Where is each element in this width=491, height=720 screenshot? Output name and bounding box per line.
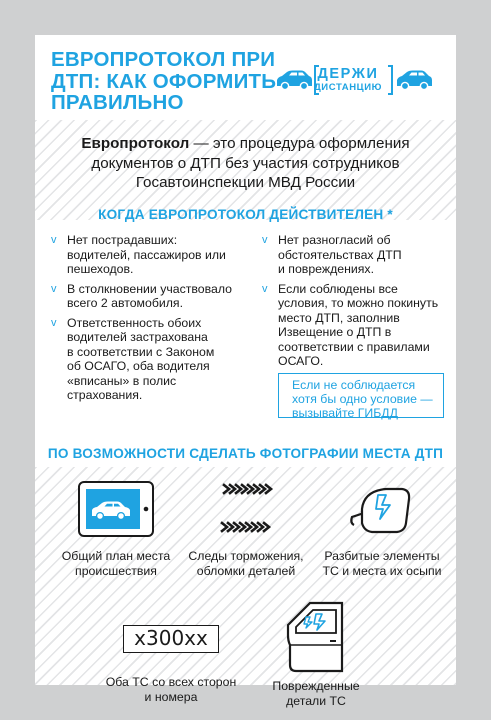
condition-line: в соответствии с Законом <box>67 344 215 359</box>
condition-item <box>45 282 255 311</box>
condition-line: Ответственность обоих <box>67 315 202 330</box>
check-mark-icon: v <box>51 316 57 329</box>
logo <box>275 62 445 98</box>
condition-line: ОСАГО. <box>278 354 324 368</box>
title-line: ПРАВИЛЬНО <box>51 91 184 114</box>
condition-line: об ОСАГО, оба водителя <box>67 359 210 373</box>
photo-caption: детали ТС <box>286 693 346 708</box>
condition-line: Если соблюдены все <box>278 281 398 296</box>
check-mark-icon: v <box>262 282 268 295</box>
logo-line-1: ДЕРЖИ <box>317 66 379 82</box>
definition-line: документов о ДТП без участия сотрудников <box>91 154 400 172</box>
broken-mirror-icon <box>342 479 422 539</box>
title-line: ДТП: КАК ОФОРМИТЬ <box>51 69 277 93</box>
title-line: ЕВРОПРОТОКОЛ ПРИ <box>51 48 276 71</box>
condition-item <box>256 233 451 277</box>
condition-line: обстоятельствах ДТП <box>278 247 402 262</box>
conditions-heading: КОГДА ЕВРОПРОТОКОЛ ДЕЙСТВИТЕЛЕН * <box>98 207 393 222</box>
condition-item <box>256 282 451 369</box>
condition-line: соответствии с правилами <box>278 339 430 354</box>
condition-line: всего 2 автомобиля. <box>67 296 183 310</box>
page-title <box>51 49 281 114</box>
condition-line: пешеходов. <box>67 262 134 276</box>
photo-caption: Следы торможения, <box>188 549 304 563</box>
condition-line: Нет разногласий об <box>278 233 391 247</box>
header <box>35 35 456 120</box>
condition-line: «вписаны» в полис <box>67 373 177 388</box>
photo-tip-overall <box>51 479 181 578</box>
skid-marks-icon <box>206 479 286 539</box>
warning-box <box>278 373 444 418</box>
condition-line: водителей, пассажиров или <box>67 247 226 262</box>
condition-line: и повреждениях. <box>278 262 374 276</box>
photo-caption: и номера <box>144 689 198 704</box>
definition-line: — это процедура оформления <box>189 135 410 152</box>
photo-caption: обломки деталей <box>196 563 296 578</box>
license-plate-icon: x300xx <box>123 625 219 653</box>
photo-caption: Оба ТС со всех сторон <box>105 675 237 689</box>
definition-term: Европротокол <box>81 135 190 152</box>
conditions-right-column <box>256 233 451 374</box>
warning-line: вызывайте ГИБДД <box>292 406 398 420</box>
damaged-door-icon <box>276 595 356 677</box>
condition-line: В столкновении участвовало <box>67 281 232 296</box>
logo-line-2: ДИСТАНЦИЮ <box>313 82 383 93</box>
condition-item <box>45 233 255 277</box>
condition-line: место ДТП, заполнив <box>278 310 400 325</box>
condition-line: страхования. <box>67 388 143 402</box>
photo-tip-broken-parts <box>311 479 453 578</box>
condition-line: Нет пострадавших: <box>67 233 178 247</box>
photo-caption: ТС и места их осыпи <box>322 563 442 578</box>
definition-line: Госавтоинспекции МВД России <box>135 174 356 191</box>
conditions-left-column <box>45 233 255 408</box>
photo-caption: Поврежденные <box>272 679 360 693</box>
check-mark-icon: v <box>51 282 57 295</box>
photo-caption: происшествия <box>75 563 157 578</box>
photos-block <box>35 467 456 708</box>
logo-text <box>313 67 383 93</box>
condition-line: водителей застрахована <box>67 330 208 344</box>
phone-camera-icon <box>76 479 156 539</box>
photo-tip-damaged-parts <box>251 595 381 708</box>
check-mark-icon: v <box>51 234 57 246</box>
condition-item <box>45 316 255 403</box>
photo-caption: Общий план места <box>61 549 171 563</box>
condition-line: условия, то можно покинуть <box>278 296 439 310</box>
warning-line: хотя бы одно условие — <box>292 392 433 406</box>
photos-heading: ПО ВОЗМОЖНОСТИ СДЕЛАТЬ ФОТОГРАФИИ МЕСТА ДТП <box>47 446 444 461</box>
infographic-card <box>35 35 456 708</box>
photo-tip-all-sides <box>91 595 251 704</box>
definition-text <box>55 134 436 193</box>
warning-line: Если не соблюдается <box>292 378 416 392</box>
check-mark-icon: v <box>262 234 268 246</box>
definition-block <box>35 120 456 220</box>
condition-line: Извещение о ДТП в <box>278 325 392 339</box>
photo-caption: Разбитые элементы <box>324 549 440 563</box>
photo-tip-skid-marks <box>181 479 311 578</box>
